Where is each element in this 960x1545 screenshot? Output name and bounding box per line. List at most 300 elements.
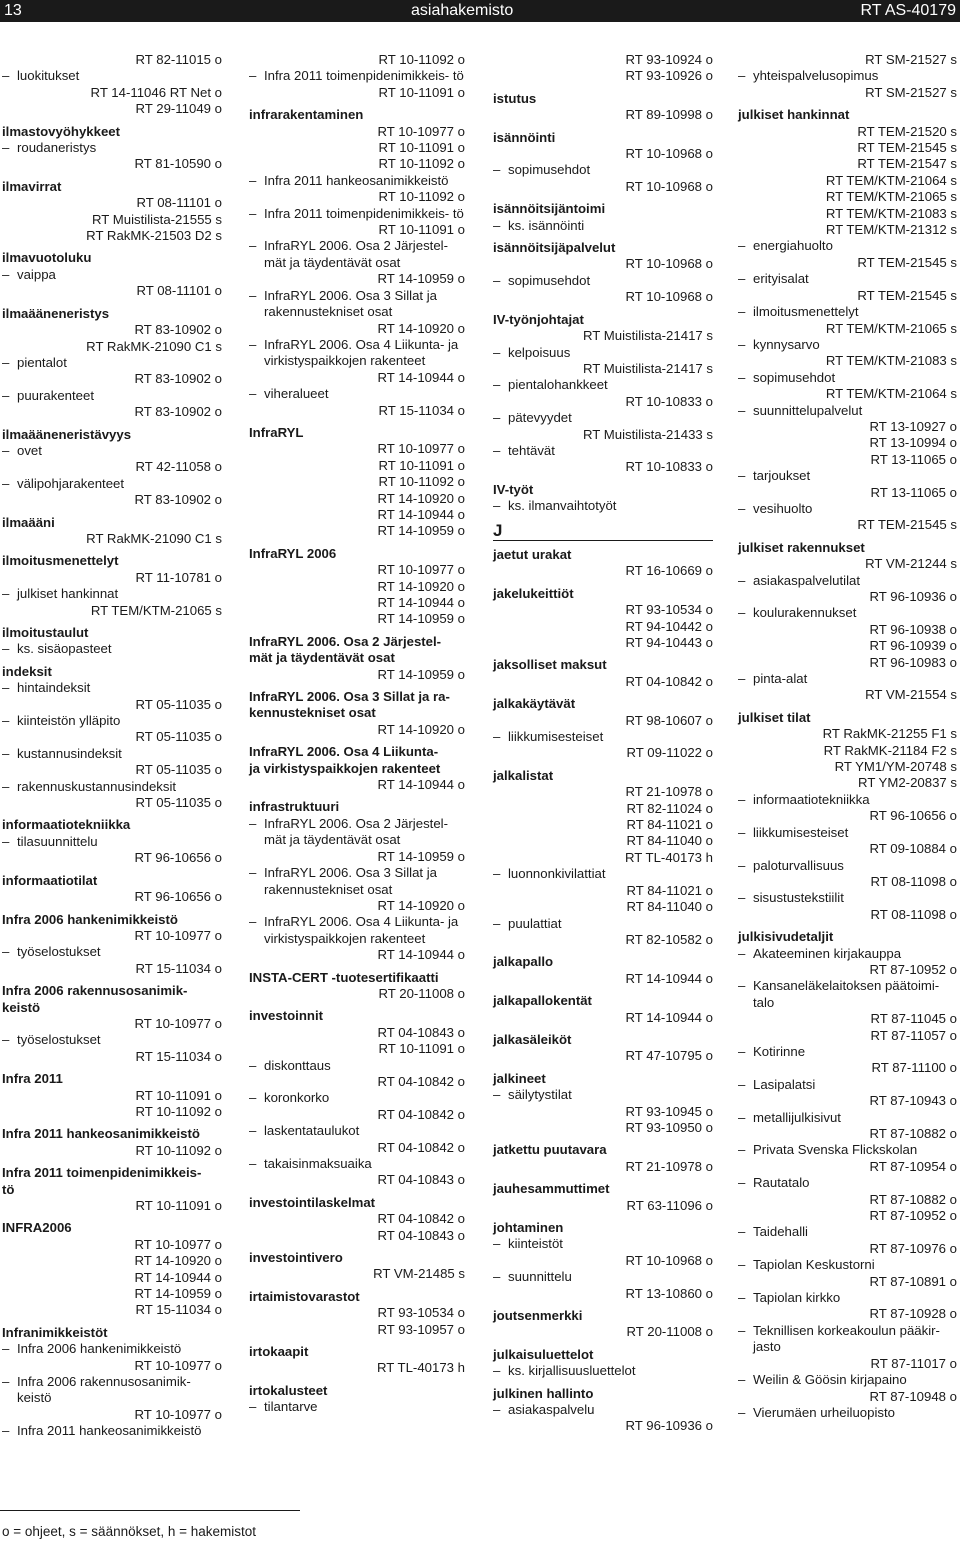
reference-code: RT 47-10795 o — [625, 1048, 713, 1064]
reference-code: RT 93-10924 o — [625, 52, 713, 67]
index-heading: ilmavuotoluku — [2, 250, 92, 266]
reference-code: RT 04-10843 o — [377, 1227, 465, 1243]
index-subentry: – kiinteistön ylläpito — [2, 713, 222, 729]
reference-code: RT 14-10920 o — [377, 721, 465, 737]
index-subentry: – koulurakennukset — [738, 605, 957, 621]
reference-code: RT 96-10938 o — [869, 621, 957, 637]
index-heading: investointilaskelmat — [249, 1194, 376, 1210]
reference-code: RT 05-11035 o — [135, 696, 222, 712]
index-heading: johtaminen — [493, 1220, 564, 1235]
site-title: asiahakemisto — [411, 2, 514, 19]
index-subentry: – puurakenteet — [2, 388, 222, 404]
index-heading: INFRA2006 — [2, 1220, 72, 1236]
reference-code: RT 10-11091 o — [378, 222, 465, 238]
index-heading: isännöitsijäpalvelut — [493, 240, 616, 256]
index-heading: joutsenmerkki — [493, 1308, 583, 1324]
index-subentry: – koronkorko — [249, 1090, 465, 1106]
reference-code: RT SM-21527 s — [865, 84, 957, 100]
reference-code: RT 87-10948 o — [869, 1388, 957, 1404]
index-heading: IV-työnjohtajat — [493, 311, 584, 327]
reference-code: RT 93-10534 o — [377, 1305, 465, 1321]
index-subentry: – liikkumisesteiset — [493, 729, 713, 745]
letter-divider: J — [493, 523, 713, 541]
index-heading: investointivero — [249, 1250, 343, 1266]
reference-code: RT 10-11092 o — [378, 474, 465, 490]
reference-code: RT RakMK-21503 D2 s — [86, 228, 222, 244]
index-subentry: – kustannusindeksit — [2, 746, 222, 762]
index-subentry: – Kotirinne — [738, 1044, 957, 1060]
index-subentry: – hintaindeksit — [2, 680, 222, 696]
index-heading: jaksolliset maksut — [493, 657, 607, 673]
reference-code: RT 42-11058 o — [135, 459, 222, 475]
reference-code: RT 87-11100 o — [871, 1060, 957, 1076]
reference-code: RT TEM-21545 s — [857, 287, 957, 303]
reference-code: RT 13-11065 o — [870, 484, 957, 500]
reference-code: RT 83-10902 o — [134, 371, 222, 387]
index-subentry: – Infra 2011 toimenpidenimikkeis- tö — [249, 206, 465, 222]
index-subentry: – Vierumäen urheiluopisto — [738, 1405, 957, 1421]
reference-code: RT TEM-21547 s — [857, 156, 957, 172]
index-heading: infrarakentaminen — [249, 107, 364, 123]
reference-code: RT TEM/KTM-21065 s — [825, 189, 957, 205]
reference-code: RT TL-40173 h — [625, 849, 713, 865]
reference-code: RT TEM/KTM-21083 s — [825, 205, 957, 221]
reference-code: RT 96-10656 o — [869, 808, 957, 824]
reference-code: RT 10-11091 o — [378, 84, 465, 100]
reference-code: RT TEM-21520 s — [857, 123, 957, 139]
index-heading: ja virkistyspaikkojen rakenteet — [249, 760, 441, 776]
index-heading: jalkalistat — [493, 767, 554, 783]
index-subentry: – julkiset hankinnat — [2, 586, 222, 602]
reference-code: RT TEM/KTM-21065 s — [90, 602, 222, 618]
reference-code: RT SM-21527 s — [865, 52, 957, 67]
index-heading: Infra 2011 — [2, 1071, 63, 1087]
reference-code: RT 87-10882 o — [869, 1126, 957, 1141]
index-heading: julkiset hankinnat — [738, 107, 850, 123]
reference-code: RT 10-10977 o — [377, 123, 465, 139]
index-column-2 — [249, 52, 465, 1416]
reference-code: RT 87-10976 o — [869, 1240, 957, 1256]
reference-code: RT 10-10968 o — [625, 256, 713, 272]
reference-code: RT 14-10920 o — [377, 578, 465, 594]
reference-code: RT 14-10959 o — [377, 611, 465, 627]
index-subentry: – Teknillisen korkeakoulun pääkir- jasto — [738, 1323, 957, 1356]
index-subentry: – erityisalat — [738, 271, 957, 287]
index-subentry: – Kansaneläkelaitoksen päätoimi- talo — [738, 978, 957, 1011]
reference-code: RT 05-11035 o — [135, 795, 222, 811]
reference-code: RT 10-11092 o — [378, 156, 465, 172]
index-heading: julkisivudetaljit — [738, 929, 834, 945]
reference-code: RT 14-10959 o — [377, 271, 465, 287]
reference-code: RT 10-10833 o — [625, 459, 713, 475]
index-subentry: – pientalohankkeet — [493, 377, 713, 393]
index-subentry: – ovet — [2, 443, 222, 459]
index-subentry: – ks. ilmanvaihtotyöt — [493, 498, 713, 514]
index-heading: jauhesammuttimet — [493, 1181, 610, 1197]
reference-code: RT 82-11024 o — [626, 800, 713, 816]
index-subentry: – ks. isännöinti — [493, 218, 713, 234]
reference-code: RT RakMK-21090 C1 s — [86, 338, 222, 354]
reference-code: RT 96-10983 o — [869, 654, 957, 670]
reference-code: RT 87-10882 o — [869, 1191, 957, 1207]
reference-code: RT 05-11035 o — [135, 762, 222, 778]
reference-code: RT RakMK-21184 F2 s — [823, 742, 957, 758]
reference-code: RT 14-10944 o — [377, 777, 465, 793]
reference-code: RT VM-21554 s — [865, 687, 957, 703]
index-subentry: – ks. sisäopasteet — [2, 641, 222, 657]
index-subentry: – työselostukset — [2, 944, 222, 960]
reference-code: RT 21-10978 o — [625, 1158, 713, 1174]
reference-code: RT 10-10968 o — [625, 178, 713, 194]
index-heading: InfraRYL 2006 — [249, 545, 337, 561]
index-subentry: – vaippa — [2, 267, 222, 283]
reference-code: RT 14-10944 o — [377, 506, 465, 522]
index-column-4 — [738, 52, 957, 1421]
index-heading: investoinnit — [249, 1008, 323, 1024]
index-subentry: – pientalot — [2, 355, 222, 371]
reference-code: RT 10-10977 o — [134, 1236, 222, 1252]
index-heading: IV-työt — [493, 481, 534, 497]
index-subentry: – luonnonkivilattiat — [493, 866, 713, 882]
index-subentry: – InfraRYL 2006. Osa 4 Liikunta- ja virkistyspaikkojen rakenteet — [249, 337, 465, 370]
reference-code: RT 09-11022 o — [626, 745, 713, 761]
index-subentry: – InfraRYL 2006. Osa 4 Liikunta- ja virkistyspaikkojen rakenteet — [249, 914, 465, 947]
index-subentry: – välipohjarakenteet — [2, 476, 222, 492]
index-heading: InfraRYL — [249, 424, 304, 440]
index-subentry: – suunnittelu — [493, 1269, 713, 1285]
page-number: 13 — [4, 2, 22, 19]
index-subentry: – InfraRYL 2006. Osa 3 Sillat ja rakennustekniset osat — [249, 865, 465, 898]
index-heading: mät ja täydentävät osat — [249, 650, 395, 666]
reference-code: RT 87-11045 o — [870, 1011, 957, 1027]
index-heading: jalkineet — [493, 1070, 546, 1086]
index-subentry: – työselostukset — [2, 1032, 222, 1048]
document-code: RT AS-40179 — [860, 2, 956, 19]
index-heading: jatkettu puutavara — [493, 1142, 607, 1158]
index-subentry: – Infra 2011 hankeosanimikkeistö — [2, 1423, 222, 1439]
index-subentry: – yhteispalvelusopimus — [738, 68, 957, 84]
reference-code: RT 10-10977 o — [134, 1015, 222, 1031]
reference-code: RT 14-10959 o — [134, 1286, 222, 1302]
reference-code: RT 13-10994 o — [869, 435, 957, 451]
reference-code: RT 13-11065 o — [870, 451, 957, 467]
index-heading: julkiset rakennukset — [738, 539, 865, 555]
index-subentry: – diskonttaus — [249, 1058, 465, 1074]
reference-code: RT 10-10968 o — [625, 146, 713, 162]
reference-code: RT 08-11101 o — [136, 283, 222, 299]
index-subentry: – kynnysarvo — [738, 337, 957, 353]
reference-code: RT 05-11035 o — [135, 729, 222, 745]
reference-code: RT 16-10669 o — [625, 563, 713, 579]
index-heading: keistö — [2, 999, 41, 1015]
reference-code: RT 87-10943 o — [869, 1093, 957, 1109]
reference-code: RT 84-11021 o — [626, 817, 713, 833]
reference-code: RT 09-10884 o — [869, 841, 957, 857]
index-heading: Infranimikkeistöt — [2, 1324, 108, 1340]
index-heading: ilmaääni — [2, 514, 55, 530]
reference-code: RT 04-10842 o — [377, 1139, 465, 1155]
index-subentry: – Lasipalatsi — [738, 1077, 957, 1093]
reference-code: RT 20-11008 o — [626, 1324, 713, 1340]
reference-code: RT 14-10959 o — [377, 666, 465, 682]
index-subentry: – Infra 2006 rakennusosanimik- keistö — [2, 1374, 222, 1407]
index-subentry: – InfraRYL 2006. Osa 2 Järjestel- mät ja täydentävät osat — [249, 238, 465, 271]
index-subentry: – roudaneristys — [2, 140, 222, 156]
reference-code: RT 08-11098 o — [870, 873, 957, 889]
reference-code: RT 10-11092 o — [378, 189, 465, 205]
index-subentry: – liikkumisesteiset — [738, 825, 957, 841]
index-subentry: – tehtävät — [493, 443, 713, 459]
index-heading: julkaisuluettelot — [493, 1346, 594, 1362]
reference-code: RT 13-10860 o — [625, 1285, 713, 1301]
reference-code: RT YM1/YM-20748 s — [834, 759, 957, 775]
reference-code: RT TEM/KTM-21064 s — [825, 172, 957, 188]
reference-code: RT 08-11101 o — [136, 195, 222, 211]
reference-code: RT 13-10927 o — [869, 418, 957, 434]
index-heading: jalkasäleiköt — [493, 1031, 572, 1047]
reference-code: RT 84-11040 o — [626, 833, 713, 849]
footer-divider — [0, 1510, 300, 1511]
reference-code: RT 98-10607 o — [625, 712, 713, 728]
reference-code: RT 82-10582 o — [625, 931, 713, 947]
index-heading: isännöitsijäntoimi — [493, 201, 606, 217]
reference-code: RT 15-11034 o — [378, 402, 465, 418]
index-subentry: – informaatiotekniikka — [738, 792, 957, 808]
index-heading: tö — [2, 1181, 15, 1197]
reference-code: RT 14-10920 o — [377, 897, 465, 913]
reference-code: RT 10-11091 o — [135, 1198, 222, 1213]
reference-code: RT 04-10842 o — [377, 1073, 465, 1089]
index-heading: istutus — [493, 90, 537, 106]
reference-code: RT TEM-21545 s — [857, 517, 957, 533]
reference-code: RT 93-10534 o — [625, 602, 713, 618]
reference-code: RT 10-11092 o — [135, 1142, 222, 1158]
reference-code: RT 14-10944 o — [377, 369, 465, 385]
index-heading: ilmaääneneristys — [2, 305, 110, 321]
index-subentry: – säilytystilat — [493, 1087, 713, 1103]
index-heading: jalkapallo — [493, 954, 554, 970]
index-subentry: – Tapiolan Keskustorni — [738, 1257, 957, 1273]
index-subentry: – suunnittelupalvelut — [738, 403, 957, 419]
reference-code: RT 87-10928 o — [869, 1306, 957, 1322]
reference-code: RT 83-10902 o — [134, 404, 222, 420]
reference-code: RT 14-10944 o — [377, 595, 465, 610]
index-heading: ilmastovyöhykkeet — [2, 123, 121, 139]
index-subentry: – takaisinmaksuaika — [249, 1156, 465, 1172]
reference-code: RT 96-10939 o — [869, 638, 957, 654]
reference-code: RT 96-10656 o — [134, 850, 222, 866]
index-subentry: – kiinteistöt — [493, 1236, 713, 1252]
reference-code: RT 04-10843 o — [377, 1172, 465, 1188]
reference-code: RT 21-10978 o — [625, 784, 713, 800]
reference-code: RT 10-10977 o — [377, 441, 465, 457]
reference-code: RT 10-11091 o — [378, 457, 465, 473]
reference-code: RT TL-40173 h — [377, 1360, 465, 1376]
reference-code: RT TEM/KTM-21083 s — [825, 353, 957, 369]
reference-code: RT 63-11096 o — [626, 1197, 713, 1213]
reference-code: RT 10-11091 o — [378, 140, 465, 156]
index-subentry: – Rautatalo — [738, 1175, 957, 1191]
index-subentry: – tilasuunnittelu — [2, 834, 222, 850]
index-heading: Infra 2011 hankeosanimikkeistö — [2, 1126, 200, 1142]
reference-code: RT 10-10833 o — [625, 393, 713, 409]
index-heading: indeksit — [2, 663, 52, 679]
index-subentry: – sopimusehdot — [493, 162, 713, 178]
index-subentry: – Tapiolan kirkko — [738, 1290, 957, 1306]
index-heading: Infra 2006 rakennusosanimik- — [2, 983, 188, 999]
reference-code: RT TEM-21545 s — [857, 254, 957, 270]
reference-code: RT 87-10891 o — [869, 1273, 957, 1289]
reference-code: RT 14-11046 RT Net o — [90, 84, 222, 100]
reference-code: RT Muistilista-21555 s — [92, 211, 222, 227]
index-subentry: – kelpoisuus — [493, 345, 713, 361]
index-subentry: – asiakaspalvelutilat — [738, 573, 957, 589]
reference-code: RT 87-11057 o — [870, 1027, 957, 1043]
index-heading: irtaimistovarastot — [249, 1288, 360, 1304]
reference-code: RT 96-10656 o — [134, 889, 222, 905]
index-heading: informaatiotekniikka — [2, 817, 131, 833]
index-heading: InfraRYL 2006. Osa 2 Järjestel- — [249, 633, 442, 649]
index-subentry: – InfraRYL 2006. Osa 3 Sillat ja rakennustekniset osat — [249, 288, 465, 321]
reference-code: RT Muistilista-21417 s — [583, 360, 713, 376]
reference-code: RT TEM/KTM-21064 s — [825, 386, 957, 402]
index-subentry: – laskentataulukot — [249, 1123, 465, 1139]
reference-code: RT 87-10954 o — [869, 1158, 957, 1174]
reference-code: RT 10-10977 o — [134, 1357, 222, 1373]
index-subentry: – puulattiat — [493, 916, 713, 932]
index-column-1 — [2, 52, 222, 1440]
reference-code: RT 10-11091 o — [378, 1041, 465, 1057]
index-subentry: – ks. kirjallisuusluettelot — [493, 1363, 713, 1379]
reference-code: RT 83-10902 o — [134, 322, 222, 338]
reference-code: RT 10-11091 o — [135, 1087, 222, 1103]
reference-code: RT 08-11098 o — [870, 906, 957, 922]
reference-code: RT RakMK-21090 C1 s — [86, 530, 222, 546]
index-subentry: – tarjoukset — [738, 468, 957, 484]
reference-code: RT 14-10944 o — [625, 970, 713, 986]
reference-code: RT 84-11040 o — [626, 899, 713, 915]
index-subentry: – Weilin & Göösin kirjapaino — [738, 1372, 957, 1388]
reference-code: RT 10-10968 o — [625, 289, 713, 305]
index-subentry: – pinta-alat — [738, 671, 957, 687]
reference-code: RT 96-10936 o — [625, 1418, 713, 1434]
reference-code: RT 89-10998 o — [625, 107, 713, 123]
reference-code: RT 14-10920 o — [134, 1253, 222, 1269]
index-heading: ilmaääneneristävyys — [2, 426, 132, 442]
reference-code: RT 96-10936 o — [869, 589, 957, 604]
reference-code: RT 94-10442 o — [625, 618, 713, 634]
index-subentry: – Akateeminen kirjakauppa — [738, 946, 957, 962]
reference-code: RT 87-10952 o — [869, 1208, 957, 1224]
reference-code: RT 10-11092 o — [378, 52, 465, 67]
reference-code: RT 04-10843 o — [377, 1024, 465, 1040]
reference-code: RT 04-10842 o — [377, 1106, 465, 1122]
reference-code: RT 14-10944 o — [134, 1269, 222, 1285]
reference-code: RT Muistilista-21417 s — [583, 328, 713, 344]
reference-code: RT 93-10945 o — [625, 1103, 713, 1119]
reference-code: RT 20-11008 o — [378, 985, 465, 1001]
index-subentry: – Infra 2011 toimenpidenimikkeis- tö — [249, 68, 465, 84]
reference-code: RT 81-10590 o — [134, 156, 222, 172]
reference-code: RT 93-10950 o — [625, 1119, 713, 1135]
index-subentry: – Taidehalli — [738, 1224, 957, 1240]
reference-code: RT VM-21244 s — [865, 556, 957, 572]
index-subentry: – tilantarve — [249, 1399, 465, 1415]
reference-code: RT 14-10944 o — [625, 1009, 713, 1025]
reference-code: RT 10-11092 o — [135, 1103, 222, 1119]
reference-code: RT 14-10944 o — [377, 947, 465, 963]
index-subentry: – ilmoitusmenettelyt — [738, 304, 957, 320]
index-heading: infrastruktuuri — [249, 799, 340, 815]
index-heading: INSTA-CERT -tuotesertifikaatti — [249, 969, 439, 985]
reference-code: RT 84-11021 o — [626, 882, 713, 898]
reference-code: RT 93-10957 o — [377, 1321, 465, 1337]
reference-code: RT 94-10443 o — [625, 635, 713, 650]
index-heading: InfraRYL 2006. Osa 4 Liikunta- — [249, 744, 439, 760]
reference-code: RT VM-21485 s — [373, 1266, 465, 1282]
index-heading: irtokaapit — [249, 1344, 309, 1360]
reference-code: RT 87-10952 o — [869, 961, 957, 977]
reference-code: RT 15-11034 o — [135, 1302, 222, 1318]
index-heading: julkinen hallinto — [493, 1385, 594, 1401]
index-subentry: – metallijulkisivut — [738, 1110, 957, 1126]
index-subentry: – sopimusehdot — [738, 370, 957, 386]
index-subentry: – rakennuskustannusindeksit — [2, 779, 222, 795]
index-heading: kennustekniset osat — [249, 705, 376, 721]
index-subentry: – Infra 2011 hankeosanimikkeistö — [249, 173, 465, 189]
index-heading: irtokalusteet — [249, 1382, 328, 1398]
reference-code: RT 04-10842 o — [625, 673, 713, 689]
reference-code: RT RakMK-21255 F1 s — [822, 726, 957, 742]
reference-code: RT TEM/KTM-21065 s — [825, 320, 957, 336]
index-heading: Infra 2006 hankenimikkeistö — [2, 911, 178, 927]
footer-legend: o = ohjeet, s = säännökset, h = hakemistot — [2, 1524, 257, 1539]
index-heading: jalkakäytävät — [493, 696, 576, 712]
reference-code: RT 87-11017 o — [870, 1355, 957, 1371]
index-heading: jaetut urakat — [493, 546, 572, 562]
index-subentry: – Privata Svenska Flickskolan — [738, 1142, 957, 1158]
index-heading: Infra 2011 toimenpidenimikkeis- — [2, 1165, 202, 1181]
reference-code: RT 14-10920 o — [377, 320, 465, 336]
index-subentry: – vesihuolto — [738, 501, 957, 517]
index-heading: InfraRYL 2006. Osa 3 Sillat ja ra- — [249, 689, 450, 705]
reference-code: RT 82-11015 o — [135, 52, 222, 67]
index-heading: jakelukeittiöt — [493, 585, 574, 601]
index-subentry: – InfraRYL 2006. Osa 2 Järjestel- mät ja täydentävät osat — [249, 816, 465, 849]
reference-code: RT 83-10902 o — [134, 492, 222, 508]
page-header — [0, 0, 960, 22]
reference-code: RT 15-11034 o — [135, 960, 222, 976]
index-subentry: – pätevyydet — [493, 410, 713, 426]
reference-code: RT Muistilista-21433 s — [583, 426, 713, 442]
reference-code: RT 10-10977 o — [377, 562, 465, 578]
index-subentry: – sisustustekstiilit — [738, 890, 957, 906]
index-heading: informaatiotilat — [2, 872, 98, 888]
reference-code: RT 10-10968 o — [625, 1252, 713, 1268]
index-subentry: – sopimusehdot — [493, 273, 713, 289]
reference-code: RT 29-11049 o — [135, 101, 222, 117]
index-heading: julkiset tilat — [738, 709, 811, 725]
reference-code: RT 14-10959 o — [377, 848, 465, 864]
reference-code: RT YM2-20837 s — [858, 775, 957, 791]
reference-code: RT 93-10926 o — [625, 68, 713, 84]
index-heading: ilmoitusmenettelyt — [2, 553, 119, 569]
index-subentry: – paloturvallisuus — [738, 858, 957, 874]
reference-code: RT 10-10977 o — [134, 1406, 222, 1422]
index-heading: jalkapallokentät — [493, 993, 592, 1009]
reference-code: RT 14-10959 o — [377, 523, 465, 539]
index-subentry: – asiakaspalvelu — [493, 1402, 713, 1418]
